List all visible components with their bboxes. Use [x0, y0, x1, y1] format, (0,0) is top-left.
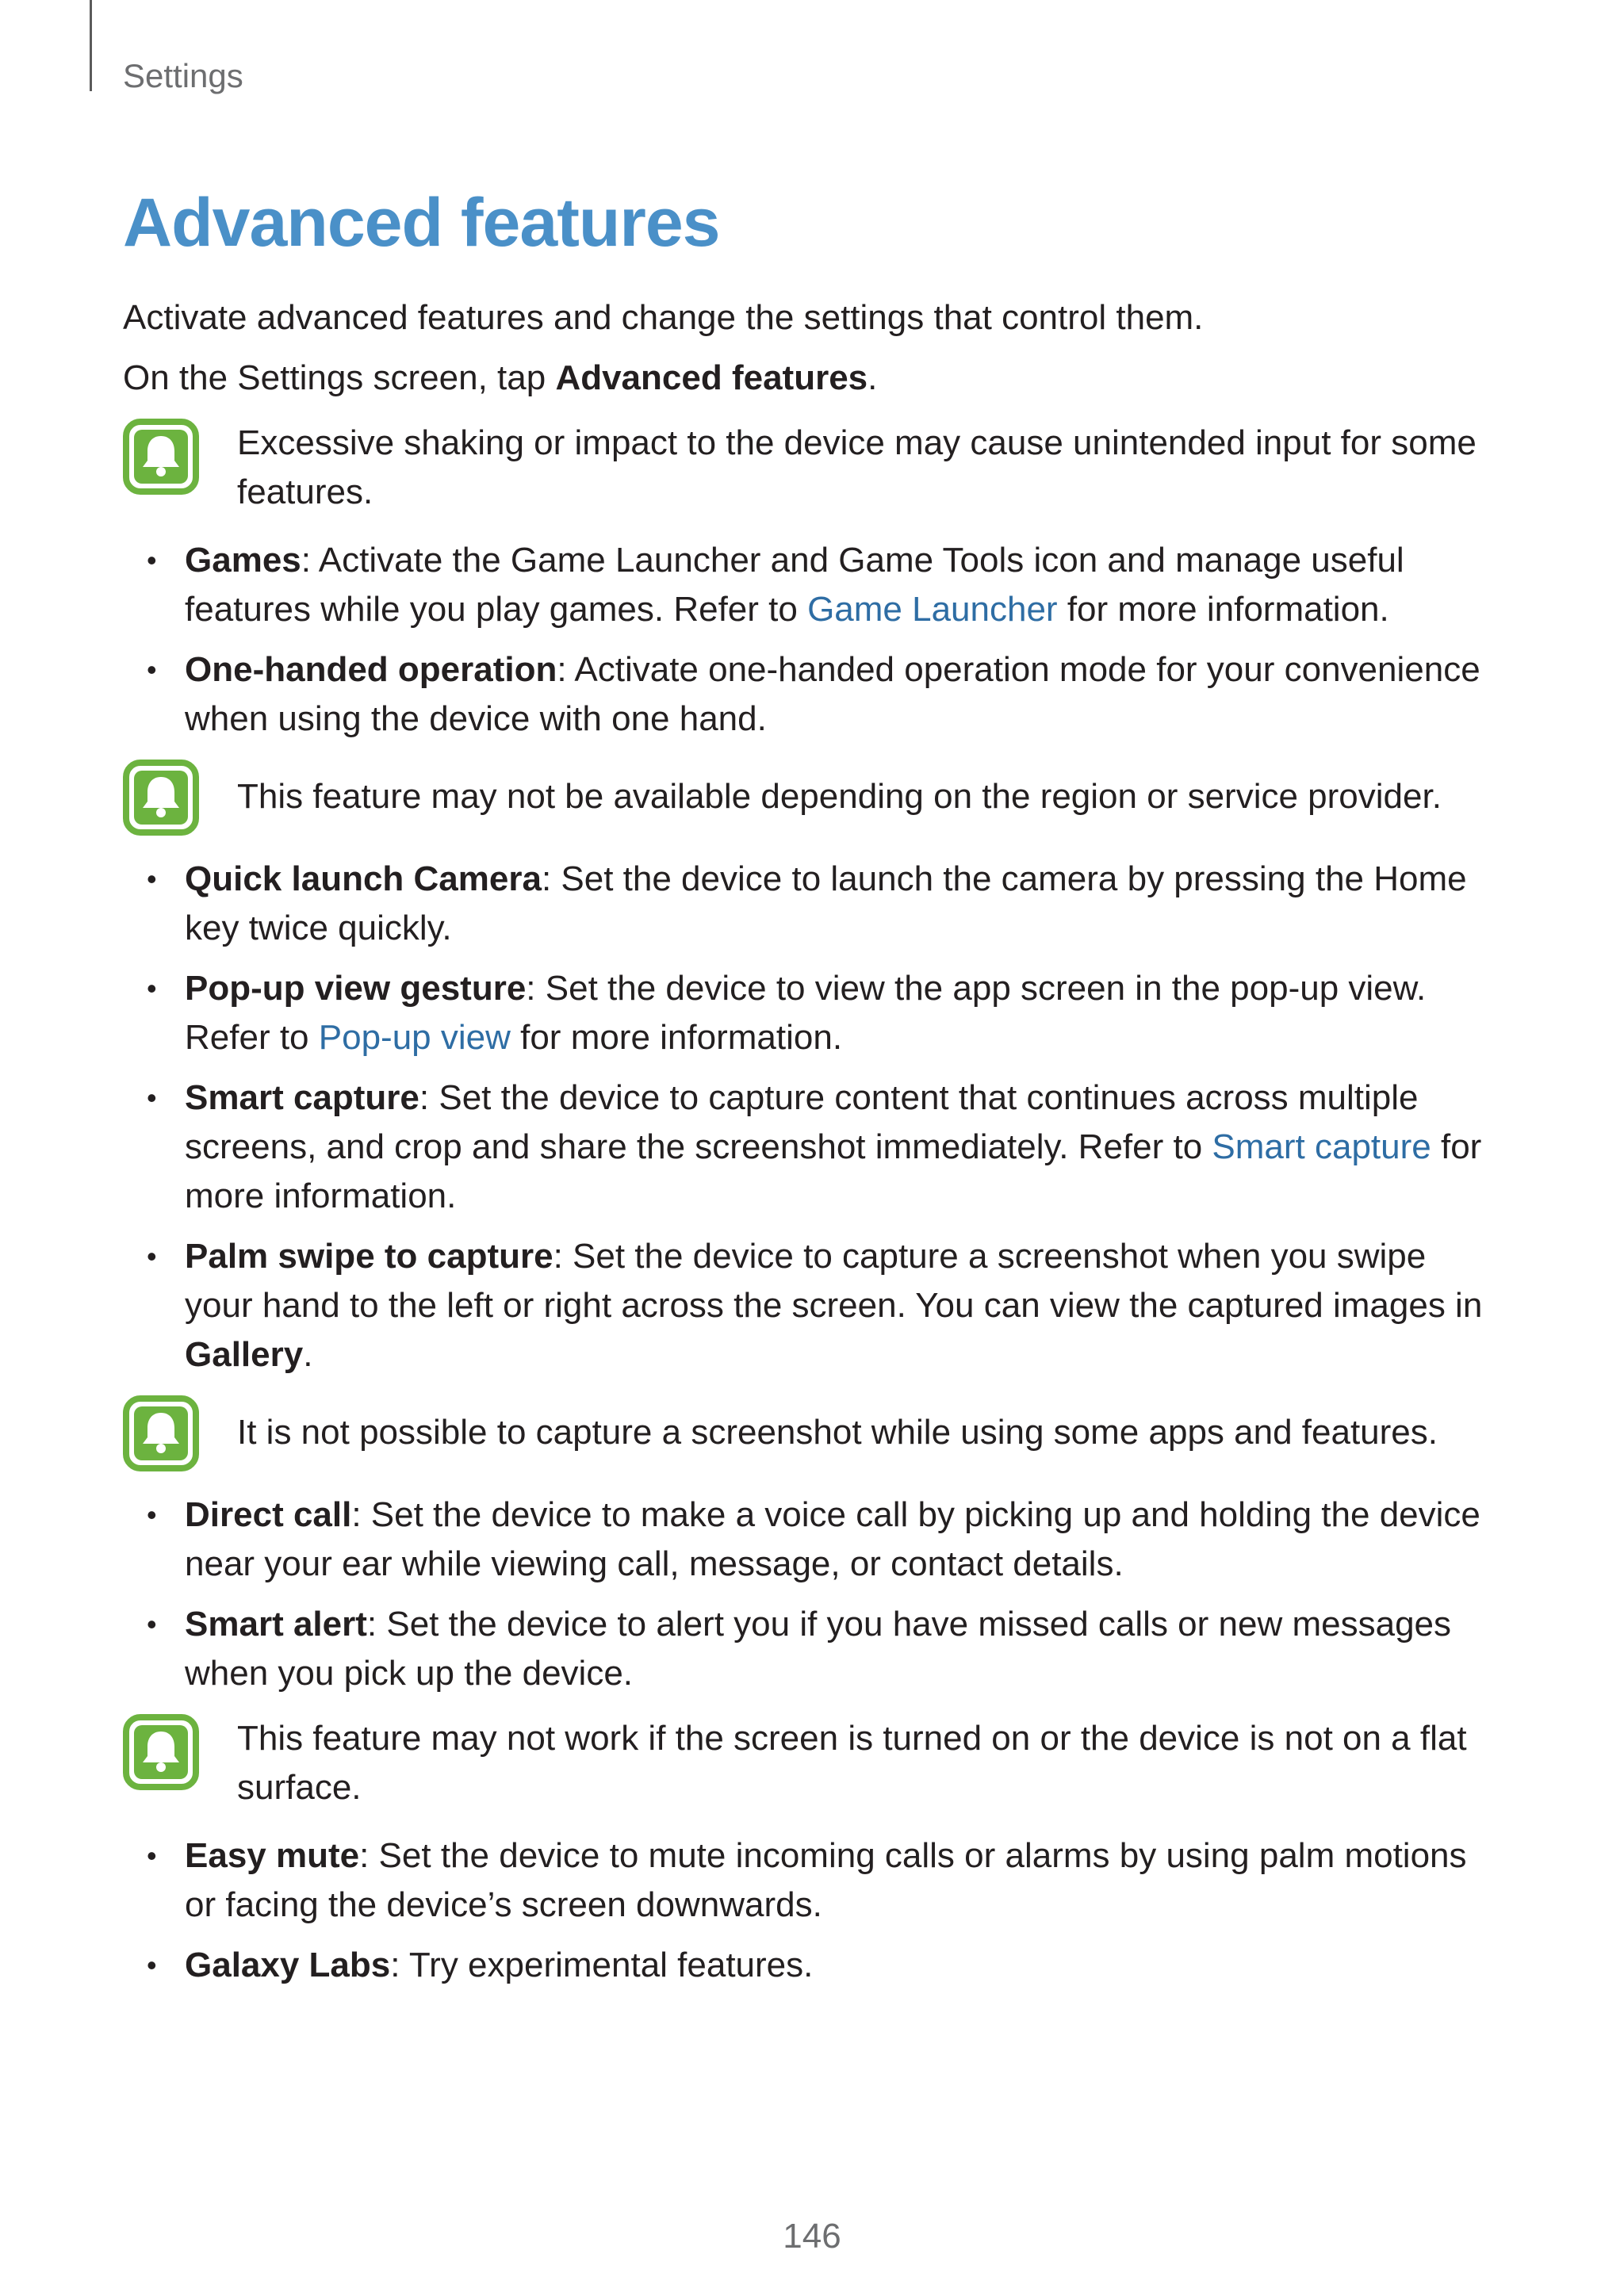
feature-list — [123, 855, 1503, 1380]
bullet: • — [147, 1081, 157, 1114]
header-divider — [90, 0, 92, 91]
note-box — [123, 1395, 1503, 1471]
bullet: • — [147, 863, 157, 895]
page-title: Advanced features — [123, 185, 720, 261]
bullet: • — [147, 653, 157, 686]
list-item-galaxy-labs: • Galaxy Labs: Try experimental features. — [123, 1941, 1503, 1990]
bullet: • — [147, 544, 157, 576]
note-box — [123, 1714, 1503, 1812]
list-item-one-handed: • One-handed operation: Activate one-handed operation mode for your convenience when using the device with one hand. — [123, 645, 1503, 744]
bell-notice-icon — [123, 1395, 199, 1471]
note-text: This feature may not be available depending on the region or service provider. — [237, 777, 1442, 816]
bullet: • — [147, 1498, 157, 1531]
intro-line: Activate advanced features and change the settings that control them. — [123, 298, 1204, 337]
list-item-quick-launch: • Quick launch Camera: Set the device to launch the camera by pressing the Home key twice quickly. — [123, 855, 1503, 953]
feature-list — [123, 1490, 1503, 1698]
feature-list — [123, 1831, 1503, 1990]
bullet: • — [147, 1949, 157, 1981]
note-text: Excessive shaking or impact to the device may cause unintended input for some features. — [237, 423, 1477, 511]
list-item-games: • Games: Activate the Game Launcher and Game Tools icon and manage useful features while you play games. Refer to Game Launcher for more information. — [123, 536, 1503, 634]
list-item-easy-mute: • Easy mute: Set the device to mute incoming calls or alarms by using palm motions or facing the device’s screen downwards. — [123, 1831, 1503, 1930]
link-popup-view[interactable]: Pop-up view — [318, 1018, 511, 1057]
main-content — [123, 293, 1503, 2001]
list-item-smart-capture: • Smart capture: Set the device to capture content that continues across multiple screens, and crop and share the screenshot immediately. Refer to Smart capture for more information. — [123, 1073, 1503, 1221]
note-text: This feature may not work if the screen is turned on or the device is not on a flat surface. — [237, 1719, 1467, 1807]
bullet: • — [147, 972, 157, 1004]
list-item-palm-swipe: • Palm swipe to capture: Set the device to capture a screenshot when you swipe your hand to the left or right across the screen. You can view the captured images in Gallery. — [123, 1232, 1503, 1380]
page-number: 146 — [783, 2217, 841, 2256]
bullet: • — [147, 1839, 157, 1872]
section-label: Settings — [123, 57, 243, 94]
intro-instruction: On the Settings screen, tap Advanced features. — [123, 358, 878, 397]
feature-list — [123, 536, 1503, 744]
note-text: It is not possible to capture a screenshot while using some apps and features. — [237, 1413, 1438, 1452]
bullet: • — [147, 1240, 157, 1272]
note-box — [123, 760, 1503, 836]
list-item-popup: • Pop-up view gesture: Set the device to view the app screen in the pop-up view. Refer to Pop-up view for more information. — [123, 964, 1503, 1062]
bell-notice-icon — [123, 1714, 199, 1790]
note-box — [123, 419, 1503, 517]
list-item-direct-call: • Direct call: Set the device to make a voice call by picking up and holding the device near your ear while viewing call, message, or contact details. — [123, 1490, 1503, 1589]
list-item-smart-alert: • Smart alert: Set the device to alert you if you have missed calls or new messages when you pick up the device. — [123, 1600, 1503, 1698]
menu-path: Advanced features — [555, 358, 868, 397]
link-game-launcher[interactable]: Game Launcher — [807, 590, 1058, 629]
bell-notice-icon — [123, 760, 199, 836]
link-smart-capture[interactable]: Smart capture — [1212, 1127, 1431, 1166]
bullet: • — [147, 1608, 157, 1640]
bell-notice-icon — [123, 419, 199, 495]
